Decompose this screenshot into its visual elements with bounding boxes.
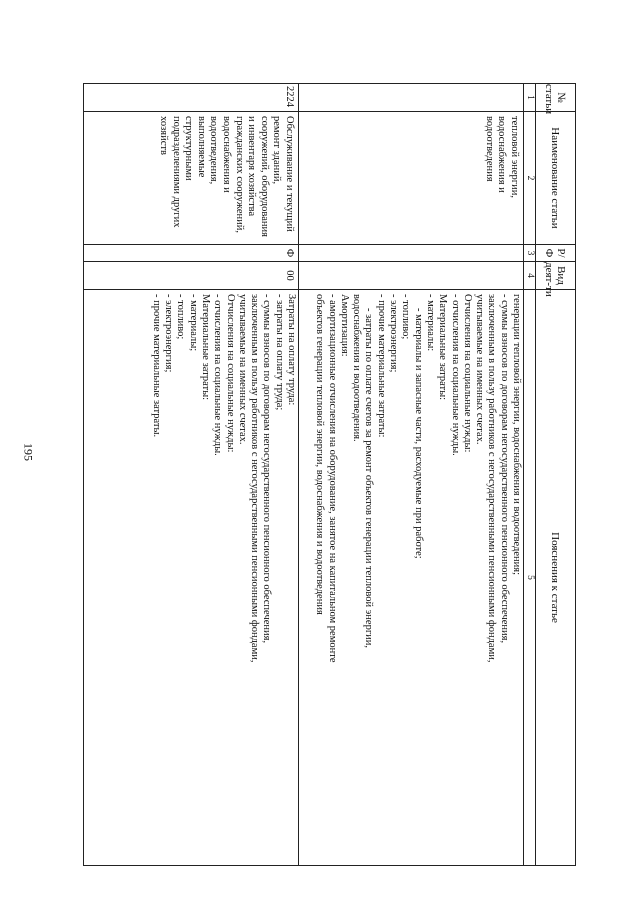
header-line: деят-ти <box>543 262 556 297</box>
pf-cell: Ф <box>84 245 299 262</box>
article-name-line: Обслуживание и текущий <box>284 116 295 232</box>
header-line: Ф <box>543 248 556 258</box>
explanation-line: - топливо; <box>175 294 187 340</box>
explanation-line: водоснабжения и водоотведения. <box>351 294 363 442</box>
table-row <box>299 84 524 866</box>
explanation-line: - затраты по оплате счетов за ремонт объектов генерации тепловой энергии, <box>363 308 375 649</box>
article-name-line: структурными <box>183 116 195 181</box>
article-name-line: сооружений, оборудования <box>258 116 270 237</box>
explanation-line: генерации тепловой энергии, водоснабжения и водоотведения; <box>511 294 522 576</box>
explanation-line: учитываемые на именных счетах. <box>236 294 248 445</box>
explanation-line: - отчисления на социальные нужды. <box>212 294 224 456</box>
table-row <box>84 84 299 866</box>
header-line: Р/ <box>555 248 568 258</box>
explanation-line: Отчисления на социальные нужды: <box>224 294 236 453</box>
article-name-line: ремонт зданий, <box>271 116 283 185</box>
column-number: 1 <box>524 84 536 112</box>
table-header-row <box>536 84 576 866</box>
activity-type-cell: 00 <box>84 262 299 290</box>
article-name-line: выполняемые <box>195 116 207 178</box>
explanation-line: - материалы; <box>187 294 199 352</box>
column-number: 2 <box>524 112 536 245</box>
header-line: статьи <box>543 84 556 115</box>
explanation-line: - топливо; <box>400 294 412 340</box>
explanation-cell <box>299 290 524 866</box>
explanation-line: - прочие материальные затраты: <box>375 294 387 438</box>
explanation-line: заключенным в пользу работников с негосударственными пенсионными фондами, <box>249 294 261 663</box>
column-number-row <box>524 84 536 866</box>
explanation-line: Амортизация: <box>338 294 350 357</box>
explanation-line: Отчисления на социальные нужды: <box>461 294 473 453</box>
article-name-line: гражданских сооружений, <box>233 116 245 233</box>
column-number: 4 <box>524 262 536 290</box>
explanation-line: - электроэнергия; <box>388 294 400 373</box>
explanation-cell <box>84 290 299 866</box>
header-article-name: Наименование статьи <box>536 112 576 245</box>
article-name-line: тепловой энергии, <box>509 116 520 198</box>
column-number: 3 <box>524 245 536 262</box>
header-pf <box>536 245 576 262</box>
explanation-line: объектов генерации тепловой энергии, водоснабжения и водоотведения <box>314 294 326 615</box>
explanation-line: - отчисления на социальные нужды. <box>449 294 461 456</box>
article-name-line: водоснабжения и <box>496 116 508 193</box>
explanation-line: Материальные затраты: <box>437 294 449 401</box>
header-line: Вид <box>555 266 568 285</box>
explanation-line: - суммы взносов по договорам негосударственного пенсионного обеспечения, <box>498 294 510 644</box>
rotated-table-container <box>83 83 576 865</box>
explanation-line: Материальные затраты: <box>199 294 211 401</box>
page-number: 195 <box>21 443 36 461</box>
article-name-cell <box>84 112 299 245</box>
explanation-line: - амортизационные отчисления на оборудование, занятое на капитальном ремонте <box>326 294 338 663</box>
article-name-line: водоотведения <box>483 116 495 182</box>
explanation-line: - материалы и запасные части, расходуемые при работе; <box>412 308 424 559</box>
pf-cell <box>299 245 524 262</box>
explanation-line: - суммы взносов по договорам негосударственного пенсионного обеспечения, <box>261 294 273 644</box>
header-activity-type <box>536 262 576 297</box>
explanation-line: - затраты на оплату труда; <box>273 294 285 411</box>
article-name-cell <box>299 112 524 245</box>
explanation-line: - материалы: <box>424 294 436 352</box>
article-number-cell <box>299 84 524 112</box>
explanation-line: Затраты на оплату труда: <box>286 294 297 406</box>
article-name-line: подразделениями других <box>170 116 182 228</box>
expense-items-table <box>83 83 576 866</box>
article-name-line: хозяйств <box>158 116 170 155</box>
article-name-line: водоотведения, <box>208 116 220 185</box>
explanation-line: - прочие материальные затраты. <box>150 294 162 438</box>
explanation-line: - электроэнергия; <box>163 294 175 373</box>
article-number-cell: 2224 <box>84 84 299 112</box>
article-name-line: водоснабжения и <box>221 116 233 193</box>
explanation-line: заключенным в пользу работников с негосударственными пенсионными фондами, <box>486 294 498 663</box>
header-article-number <box>536 84 576 115</box>
header-line: № <box>555 92 568 103</box>
article-name-line: и инвентаря хозяйства <box>246 116 258 217</box>
column-number: 5 <box>524 290 536 866</box>
header-explanation: Пояснения к статье <box>536 290 576 866</box>
activity-type-cell <box>299 262 524 290</box>
explanation-line: учитываемые на именных счетах. <box>474 294 486 445</box>
